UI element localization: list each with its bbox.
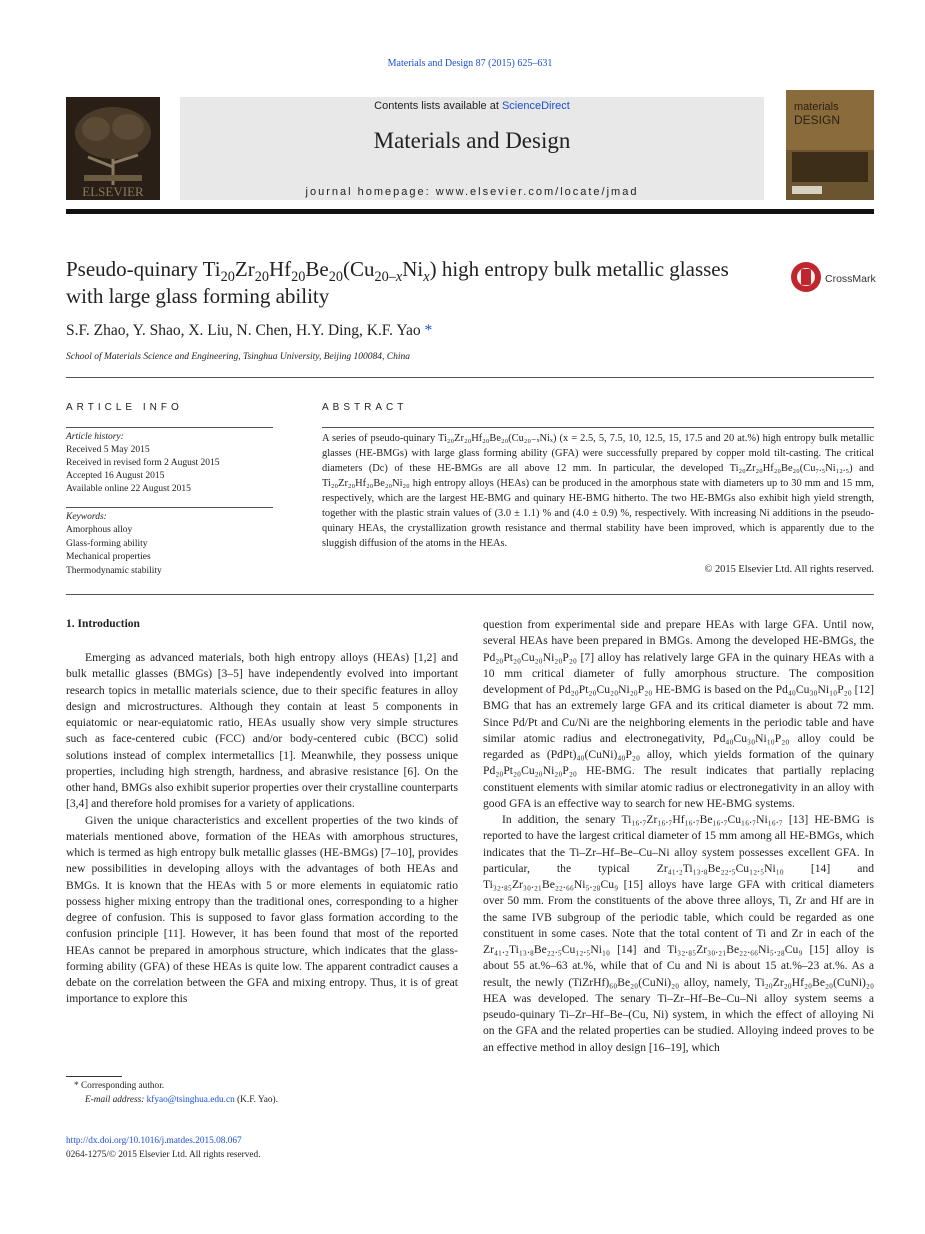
- keywords-label: Keywords:: [66, 512, 107, 522]
- paper-title: Pseudo-quinary $Ti_{20}Zr_{20}Hf_{20}Be_{20}(Cu_{20-x}Ni_x)$ high entropy bulk metallic glasses with large glass forming ability: [66, 257, 729, 308]
- journal-title: Materials and Design: [373, 128, 571, 153]
- corresponding-author-note: * Corresponding author.: [74, 1081, 165, 1091]
- paragraph: question from experimental side and prepare HEAs with large GFA. Until now, several HEAs have been prepared in BMGs. Among the developed HE-BMGs, the Pd₂₀Pt₂₀Cu₂₀Ni₂₀P₂₀ [7] alloy has relatively large GFA in the quinary HEAs with a 10 mm critical diameter of fully amorphous structure. The composition development of Pd₂₀Pt₂₀Cu₂₀Ni₂₀P₂₀ HE-BMG is based on the Pd₄₀Cu₃₀Ni₁₀P₂₀ [12] BMG that has an extremely large GFA and its critical diameter is about 72 mm. Since Pd/Pt and Cu/Ni are the neighboring elements in the periodic table and have similar atomic radius and electronegativity, Pd₄₀Cu₃₀Ni₁₀P₂₀ alloy could be regarded as (PdPt)₄₀(CuNi)₄₀P₂₀ alloy, which yields formation of the quinary Pd₂₀Pt₂₀Cu₂₀Ni₂₀P₂₀ HE-BMG. The result indicates that partially replacing constituent elements with similar atomic radius or electronegativity in an alloy with good GFA is an effective way to search for new HE-BMG systems.: [483, 618, 874, 810]
- history-online: Available online 22 August 2015: [66, 484, 191, 494]
- elsevier-tree-icon: [66, 97, 160, 200]
- history-label: Article history:: [66, 432, 124, 442]
- history-received: Received 5 May 2015: [66, 445, 150, 455]
- journal-reference[interactable]: Materials and Design 87 (2015) 625–631: [387, 58, 553, 69]
- divider: [322, 427, 874, 428]
- journal-cover-image: [786, 90, 874, 200]
- paragraph: In addition, the senary Ti₁₆.₇Zr₁₆.₇Hf₁₆.₇Be₁₆.₇Cu₁₆.₇Ni₁₆.₇ [13] HE-BMG is reported to have the largest critical diameter of 15 mm among all HE-BMGs, which indicates that the Ti–Zr–Hf–Be–Cu–Ni alloy system possesses excellent GFA. In particular, the typical Zr₄₁.₂Ti₁₃.₈Be₂₂.₅Cu₁₂.₅Ni₁₀ [14] and Ti₃₂.₈₅Zr₃₀.₂₁Be₂₂.₆₆Ni₅.₂₈Cu₉ [15] alloys have large GFA with critical diameters over 50 mm. From the constituents of the above three alloys, Ti, Zr and Hf are in the same IVB subgroup of the periodic table, which could be regarded as one constituent in some cases. Note that the total content of Ti and Zr in each of the Zr₄₁.₂Ti₁₃.₈Be₂₂.₅Cu₁₂.₅Ni₁₀ [14] and Ti₃₂.₈₅Zr₃₀.₂₁Be₂₂.₆₆Ni₅.₂₈Cu₉ [15] alloy is about 55 at.%–63 at.%, while that of Cu and Ni is about 15 at.%–23 at.%. As a result, the newly (TiZrHf)₆₀Be₂₀(CuNi)₂₀ alloy, namely, Ti₂₀Zr₂₀Hf₂₀Be₂₀(CuNi)₂₀ HEA was developed. The senary Ti–Zr–Hf–Be–Cu–Ni alloy system seems a pseudo-quinary Ti–Zr–Hf–Be–(Cu, Ni) system, in which the effect of alloying Ni on the GFA and the related properties can be studied. Alloying indeed proves to be an effective method in alloy design [16–19], which: [483, 813, 874, 1054]
- article-info-heading: ARTICLE INFO: [66, 402, 183, 413]
- divider: [66, 594, 874, 595]
- affiliation: School of Materials Science and Engineering, Tsinghua University, Beijing 100084, China: [66, 352, 410, 362]
- contents-prefix: Contents lists available at: [374, 100, 502, 112]
- sciencedirect-link[interactable]: ScienceDirect: [501, 100, 570, 112]
- abstract-copyright: © 2015 Elsevier Ltd. All rights reserved.: [704, 564, 874, 575]
- keyword-item: Mechanical properties: [66, 552, 151, 563]
- crossmark-label: CrossMark: [825, 273, 876, 285]
- history-revised: Received in revised form 2 August 2015: [66, 458, 220, 468]
- cover-title-line2: DESIGN: [794, 113, 841, 127]
- svg-text:ELSEVIER: ELSEVIER: [82, 184, 144, 199]
- authors-text: S.F. Zhao, Y. Shao, X. Liu, N. Chen, H.Y. Ding, K.F. Yao: [66, 322, 421, 339]
- corresponding-author-mark[interactable]: *: [424, 322, 433, 339]
- keyword-item: Amorphous alloy: [66, 525, 133, 536]
- article-history: [66, 431, 273, 496]
- crossmark-badge[interactable]: [790, 260, 880, 296]
- divider: [66, 377, 874, 378]
- divider: [66, 507, 273, 508]
- doi-block: [66, 1135, 261, 1162]
- history-accepted: Accepted 16 August 2015: [66, 471, 165, 481]
- author-list: [66, 322, 432, 340]
- email-link[interactable]: kfyao@tsinghua.edu.cn: [146, 1095, 235, 1105]
- header-rule: [66, 209, 874, 214]
- footnote-rule: [66, 1076, 122, 1077]
- keywords: [66, 511, 273, 578]
- doi-link[interactable]: http://dx.doi.org/10.1016/j.matdes.2015.08.067: [66, 1136, 242, 1146]
- email-suffix: (K.F. Yao).: [234, 1095, 278, 1105]
- contents-availability: [180, 100, 764, 112]
- body-column-right: [483, 617, 874, 1056]
- abstract-body: A series of pseudo-quinary Ti₂₀Zr₂₀Hf₂₀Be₂₀(Cu₂₀₋ₓNiₓ) (x = 2.5, 5, 7.5, 10, 12.5, 15, 17.5 and 20 at.%) high entropy bulk metallic glasses (HE-BMGs) with large glass forming ability (GFA) were successfully prepared by copper mold tilt-casting. The critical diameters (Dc) of these HE-BMGs are all above 12 mm. In particular, the developed Ti₂₀Zr₂₀Hf₂₀Be₂₀(Cu₇.₅Ni₁₂.₅) and Ti₂₀Zr₂₀Hf₂₀Be₂₀Ni₂₀ high entropy alloys (HEAs) can be produced in the amorphous state with diameters up to 30 mm and 15 mm, respectively, which are the largest HE-BMG and quinary HE-BMG hitherto. The two HE-BMGs also exhibit high yield strength, together with the plastic strain values of (3.0 ± 1.1) % and (4.0 ± 0.9) %, respectively. With increasing Ni additions in the pseudo-quinary HEAs, the crystallization growth resistance and thermal stability have been improved, which is apparently due to the sluggish diffusion of the atoms in the HEAs.: [322, 433, 874, 549]
- abstract-heading: ABSTRACT: [322, 402, 408, 413]
- body-column-left: [66, 650, 458, 1008]
- elsevier-logo: [66, 97, 160, 200]
- cover-title-line1: materials: [794, 101, 839, 113]
- keyword-item: Glass-forming ability: [66, 538, 148, 549]
- journal-homepage[interactable]: journal homepage: www.elsevier.com/locate/jmad: [305, 186, 639, 198]
- section-heading-introduction: 1. Introduction: [66, 618, 140, 630]
- crossmark-icon: [791, 262, 821, 292]
- divider: [66, 427, 273, 428]
- issn-copyright: 0264-1275/© 2015 Elsevier Ltd. All rights reserved.: [66, 1149, 261, 1160]
- paragraph: Given the unique characteristics and excellent properties of the two kinds of materials mentioned above, formation of the HEAs with amorphous structures, which is termed as high entropy bulk metallic glasses (HE-BMGs) [7–10], provides new possibilities in developing alloys with the advantages of both HEAs and BMGs. It is known that the HEAs with 5 or more elements in equiatomic ratio possess higher mixing entropy than the traditional ones, corresponding to a higher degree of confusion. This is supposed to favor glass formation according to the confusion principle [11]. However, it has been found that most of the reported HEAs cannot be prepared in amorphous structure, which indicates that the glass-forming ability (GFA) of these HEAs is quite low. The apparent contradict causes a debate on the correlation between the GFA and mixing entropy. Thus, it is of great importance to explore this: [66, 813, 458, 1006]
- footnote: [66, 1079, 278, 1107]
- keyword-item: Thermodynamic stability: [66, 565, 162, 576]
- email-label: E-mail address:: [85, 1095, 147, 1105]
- paragraph: Emerging as advanced materials, both high entropy alloys (HEAs) [1,2] and bulk metallic glasses (BMGs) [3–5] have independently evolved into important research topics in metallic materials science, due to their specific features in alloy design and microstructures. Although they contain at least 5 components in equiatomic or near-equiatomic ratio, HEAs usually show very simple structures such as face-centered cubic (FCC) and/or body-centered cubic (BCC) solid solutions instead of complex intermetallics [1]. Meanwhile, they possess unique properties, including high strength, hardness, and abrasive resistance [6]. On the other hand, BMGs also exhibit superior properties over their crystalline counterparts [3,4] and therefore hold promises for a variety of applications.: [66, 651, 458, 811]
